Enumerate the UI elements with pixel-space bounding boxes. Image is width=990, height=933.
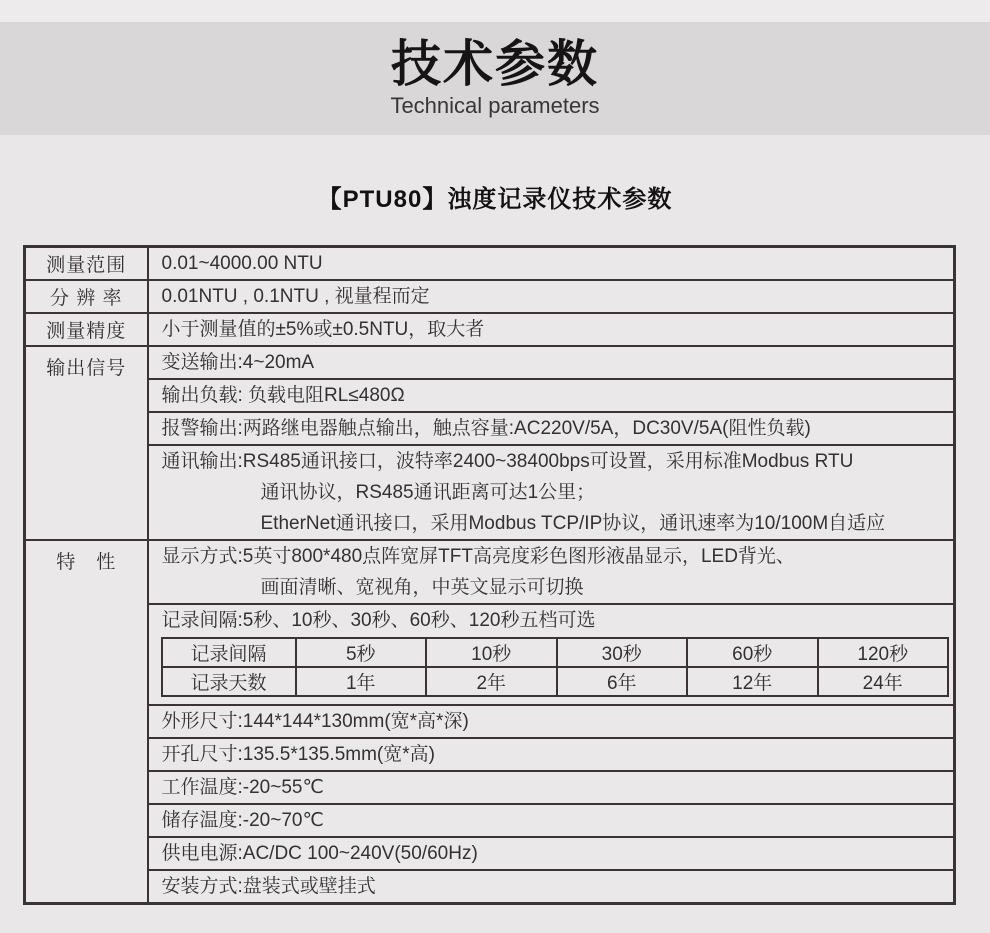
spec-label-resolution: 分 辨 率 [25, 280, 148, 313]
spec-value-text: 记录间隔:5秒、10秒、30秒、60秒、120秒五档可选 [161, 610, 596, 631]
table-row [25, 540, 955, 604]
record-days-cell: 12年 [687, 667, 818, 696]
spec-value-text: 0.01NTU , 0.1NTU , 视量程而定 [161, 286, 430, 307]
banner-title: 技术参数 [391, 35, 599, 92]
record-interval-cell: 10秒 [426, 638, 557, 667]
spec-label-features: 特 性 [25, 540, 148, 904]
spec-value-display-mode [148, 540, 955, 604]
table-row [25, 280, 955, 313]
table-row [25, 346, 955, 379]
record-days-cell: 2年 [426, 667, 557, 696]
record-interval-header: 记录间隔 [162, 638, 296, 667]
spec-label-accuracy: 测量精度 [25, 313, 148, 346]
spec-value-output-load [148, 379, 955, 412]
record-interval-cell: 120秒 [818, 638, 949, 667]
table-row [25, 738, 955, 771]
spec-value-text: 报警输出:两路继电器触点输出，触点容量:AC220V/5A，DC30V/5A(阻性负载) [161, 418, 811, 439]
table-row [25, 837, 955, 870]
table-row [25, 247, 955, 281]
record-days-cell: 24年 [818, 667, 949, 696]
spec-value-text: 0.01~4000.00 NTU [161, 253, 323, 274]
table-row [25, 870, 955, 904]
spec-value-text: 工作温度:-20~55℃ [161, 777, 324, 798]
spec-value-power-supply [148, 837, 955, 870]
record-interval-cell: 30秒 [557, 638, 688, 667]
table-row [25, 379, 955, 412]
spec-value-text: 供电电源:AC/DC 100~240V(50/60Hz) [161, 843, 478, 864]
spec-value-text: 画面清晰、宽视角，中英文显示可切换 [260, 577, 584, 598]
record-days-cell: 1年 [296, 667, 427, 696]
banner [0, 22, 990, 135]
table-row [25, 313, 955, 346]
spec-value-mounting [148, 870, 955, 904]
spec-value-text: 通讯输出:RS485通讯接口，波特率2400~38400bps可设置，采用标准Modbus RTU [161, 451, 854, 472]
spec-value-dimensions [148, 705, 955, 738]
top-strip [0, 0, 990, 22]
table-row [25, 705, 955, 738]
record-interval-cell: 5秒 [296, 638, 427, 667]
spec-value-text: 开孔尺寸:135.5*135.5mm(宽*高) [161, 744, 435, 765]
spec-label-output-signal: 输出信号 [25, 346, 148, 540]
spec-value-working-temp [148, 771, 955, 804]
spec-label-measure-range: 测量范围 [25, 247, 148, 281]
record-interval-table [161, 637, 950, 697]
spec-value-text: 储存温度:-20~70℃ [161, 810, 324, 831]
table-row [162, 638, 949, 667]
spec-value-transmit-output [148, 346, 955, 379]
spec-value-storage-temp [148, 804, 955, 837]
table-row [162, 667, 949, 696]
section-title: 【PTU80】浊度记录仪技术参数 [317, 186, 673, 213]
spec-value-accuracy [148, 313, 955, 346]
spec-value-alarm-output [148, 412, 955, 445]
spec-value-text: 小于测量值的±5%或±0.5NTU，取大者 [161, 319, 485, 340]
table-row [25, 604, 955, 705]
spec-value-text: 通讯协议，RS485通讯距离可达1公里； [260, 482, 596, 503]
spec-value-text: 安装方式:盘装式或壁挂式 [161, 876, 376, 897]
spec-value-text: 显示方式:5英寸800*480点阵宽屏TFT高亮度彩色图形液晶显示，LED背光、 [161, 546, 795, 567]
spec-value-cutout-size [148, 738, 955, 771]
table-row [25, 804, 955, 837]
spec-value-record-interval [148, 604, 955, 705]
table-row [25, 771, 955, 804]
record-interval-cell: 60秒 [687, 638, 818, 667]
spec-value-comm-output [148, 445, 955, 540]
spec-value-text: 输出负载: 负载电阻RL≤480Ω [161, 385, 405, 406]
spec-value-measure-range [148, 247, 955, 281]
spec-value-text: 变送输出:4~20mA [161, 352, 315, 373]
table-row [25, 412, 955, 445]
spec-table-container [23, 245, 990, 905]
record-days-header: 记录天数 [162, 667, 296, 696]
spec-table [23, 245, 956, 905]
spec-value-resolution [148, 280, 955, 313]
table-row [25, 445, 955, 540]
record-days-cell: 6年 [557, 667, 688, 696]
banner-subtitle: Technical parameters [390, 93, 600, 119]
spec-value-text: EtherNet通讯接口，采用Modbus TCP/IP协议，通讯速率为10/100M自适应 [260, 513, 886, 534]
spec-value-text: 外形尺寸:144*144*130mm(宽*高*深) [161, 711, 469, 732]
